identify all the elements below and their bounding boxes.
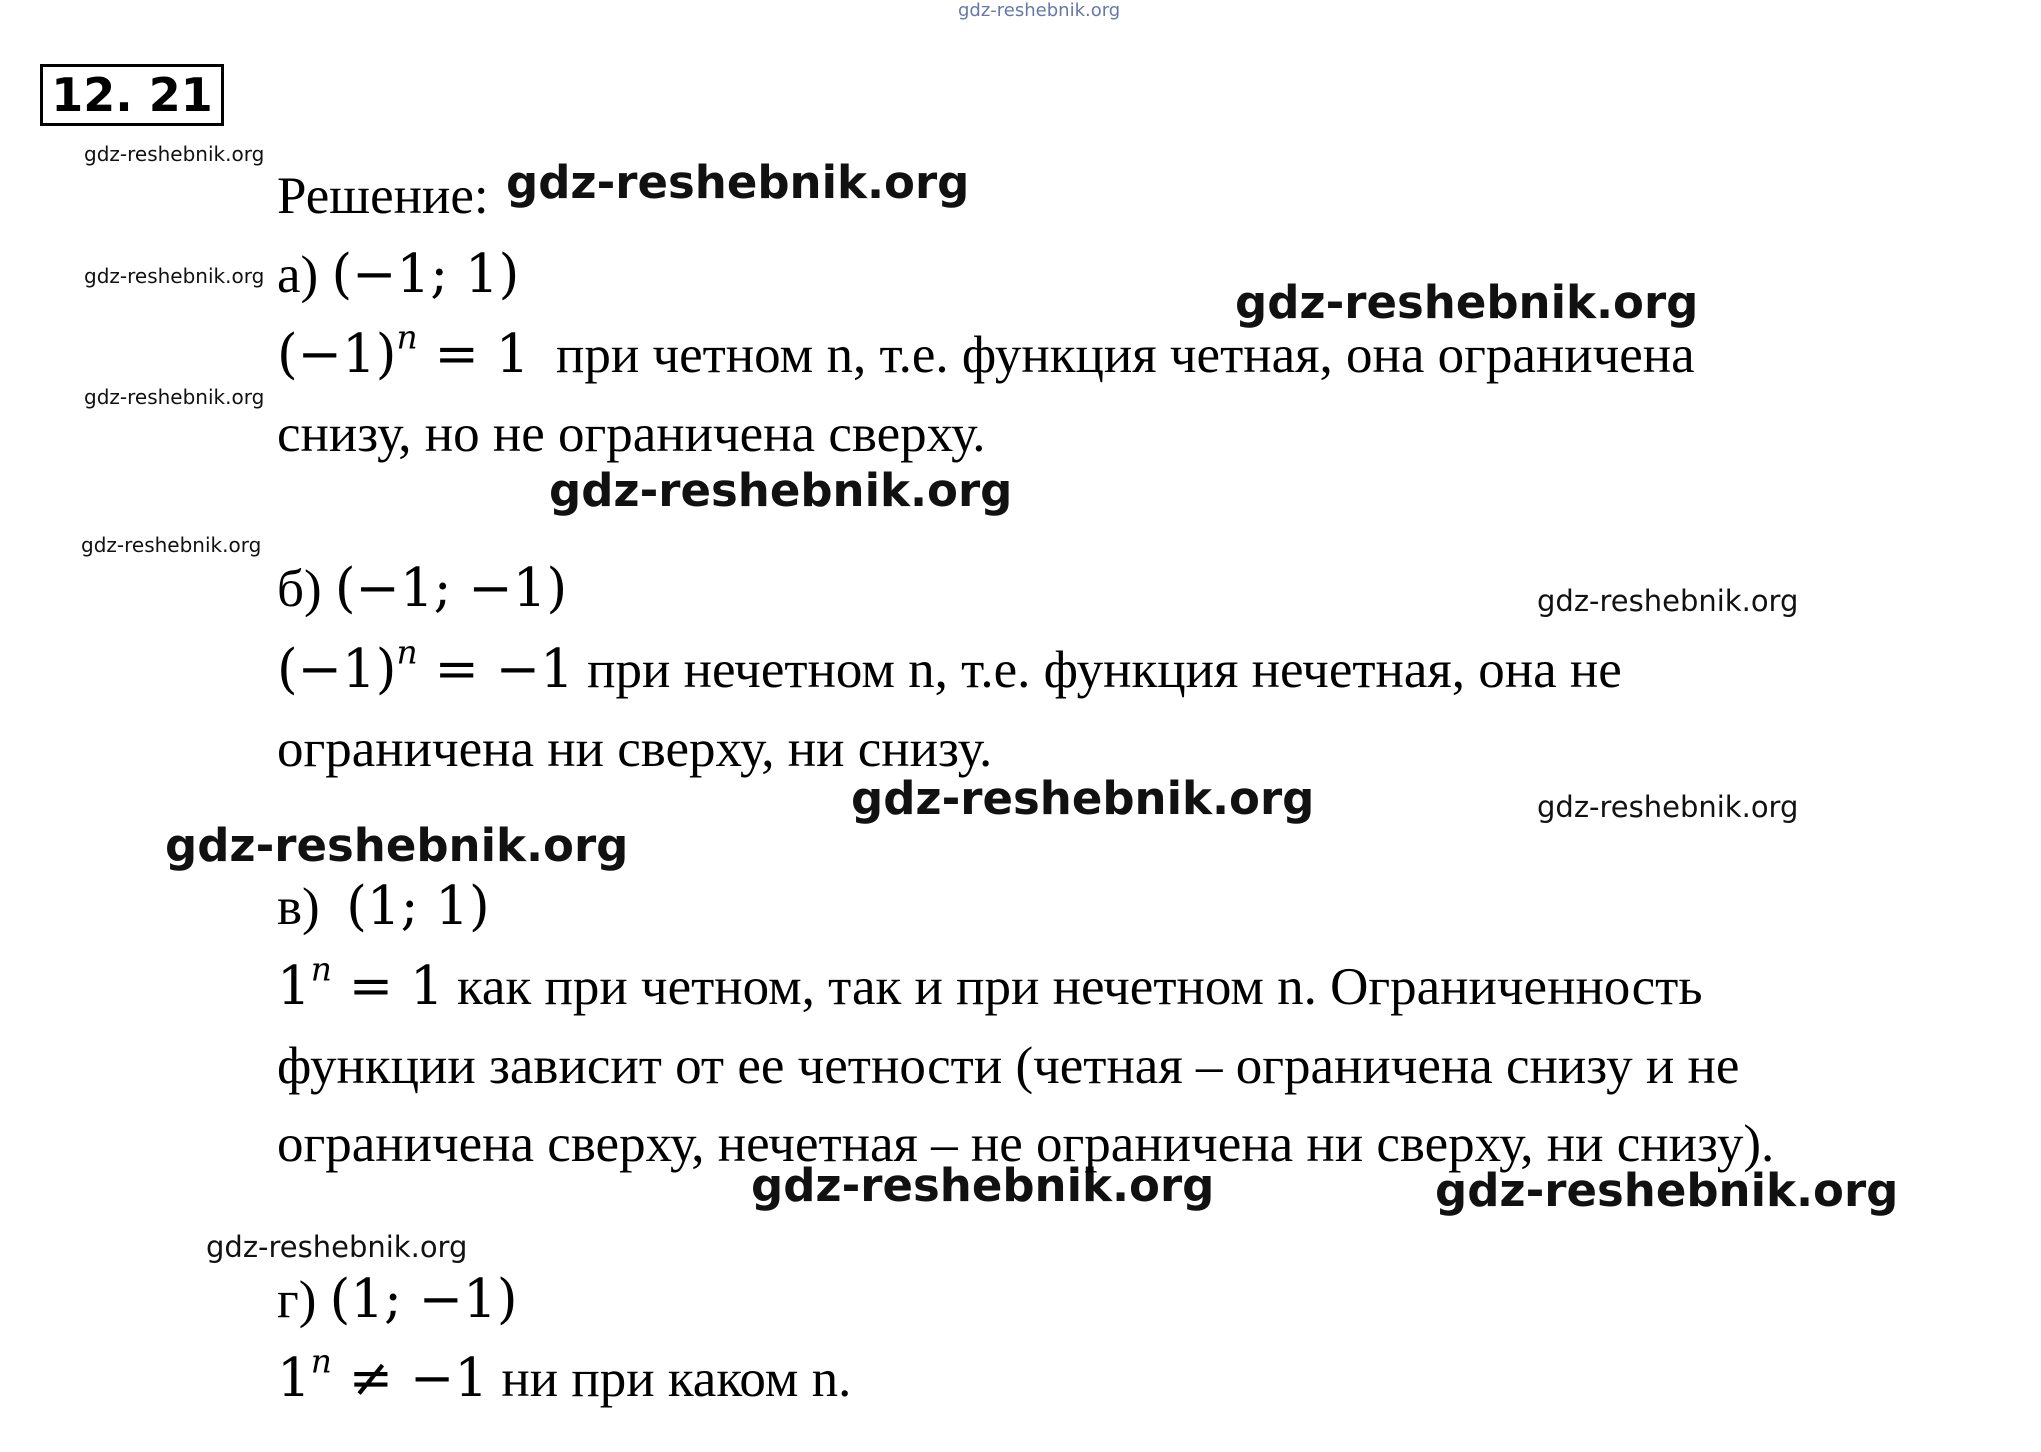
watermark: gdz-reshebnik.org — [84, 142, 265, 166]
part-g-line1 — [277, 1341, 852, 1409]
solution-label: Решение: — [277, 167, 489, 225]
part-g-label: г) — [277, 1271, 317, 1329]
part-a-label: а) — [277, 246, 319, 304]
part-b-line2: ограничена ни сверху, ни снизу. — [277, 720, 993, 778]
part-b-point: (−1; −1) — [334, 558, 568, 619]
part-v-point: (1; 1) — [346, 876, 490, 937]
watermark: gdz-reshebnik.org — [84, 264, 265, 288]
part-g-text1: ни при каком n. — [501, 1350, 852, 1408]
part-a-header — [277, 244, 520, 305]
part-g-header — [277, 1269, 518, 1330]
watermark: gdz-reshebnik.org — [84, 385, 265, 409]
part-v-text1: как при четном, так и при нечетном n. Ограниченность — [456, 958, 1703, 1016]
part-g-equation: $1^n \ne -1$ — [277, 1341, 489, 1409]
part-b-line1 — [277, 632, 1622, 700]
watermark: gdz-reshebnik.org — [165, 819, 629, 872]
watermark: gdz-reshebnik.org — [1537, 790, 1799, 824]
part-v-equation: $1^n = 1$ — [277, 949, 444, 1017]
part-b-label: б) — [277, 560, 322, 618]
part-g-point: (1; −1) — [329, 1269, 518, 1330]
watermark: gdz-reshebnik.org — [1435, 1164, 1899, 1217]
part-v-line1 — [277, 949, 1703, 1017]
part-b-header — [277, 558, 568, 619]
part-a-text1: при четном n, т.е. функция четная, она ограничена — [555, 326, 1695, 384]
watermark: gdz-reshebnik.org — [1235, 276, 1699, 329]
watermark: gdz-reshebnik.org — [1537, 584, 1799, 618]
part-b-equation: $(-1)^n = -1$ — [277, 632, 574, 700]
part-v-label: в) — [277, 878, 320, 936]
part-v-line2: функции зависит от ее четности (четная – ограничена снизу и не — [277, 1037, 1740, 1095]
part-a-line1 — [277, 317, 1695, 385]
part-b-text1: при нечетном n, т.е. функция нечетная, она не — [587, 641, 1622, 699]
part-v-header — [277, 876, 490, 937]
watermark-top: gdz-reshebnik.org — [958, 0, 1121, 21]
part-a-line2: снизу, но не ограничена сверху. — [277, 405, 986, 463]
watermark: gdz-reshebnik.org — [206, 1230, 468, 1264]
watermark: gdz-reshebnik.org — [81, 533, 262, 557]
problem-number-box — [40, 64, 224, 126]
part-a-equation: $(-1)^n = 1$ — [277, 317, 530, 385]
watermark: gdz-reshebnik.org — [751, 1159, 1215, 1212]
watermark: gdz-reshebnik.org — [549, 464, 1013, 517]
problem-number: 12. 21 — [51, 68, 213, 122]
watermark: gdz-reshebnik.org — [506, 156, 970, 209]
watermark: gdz-reshebnik.org — [851, 772, 1315, 825]
part-v-line3: ограничена сверху, нечетная – не ограничена ни сверху, ни снизу). — [277, 1115, 1775, 1173]
part-a-point: (−1; 1) — [331, 244, 520, 305]
